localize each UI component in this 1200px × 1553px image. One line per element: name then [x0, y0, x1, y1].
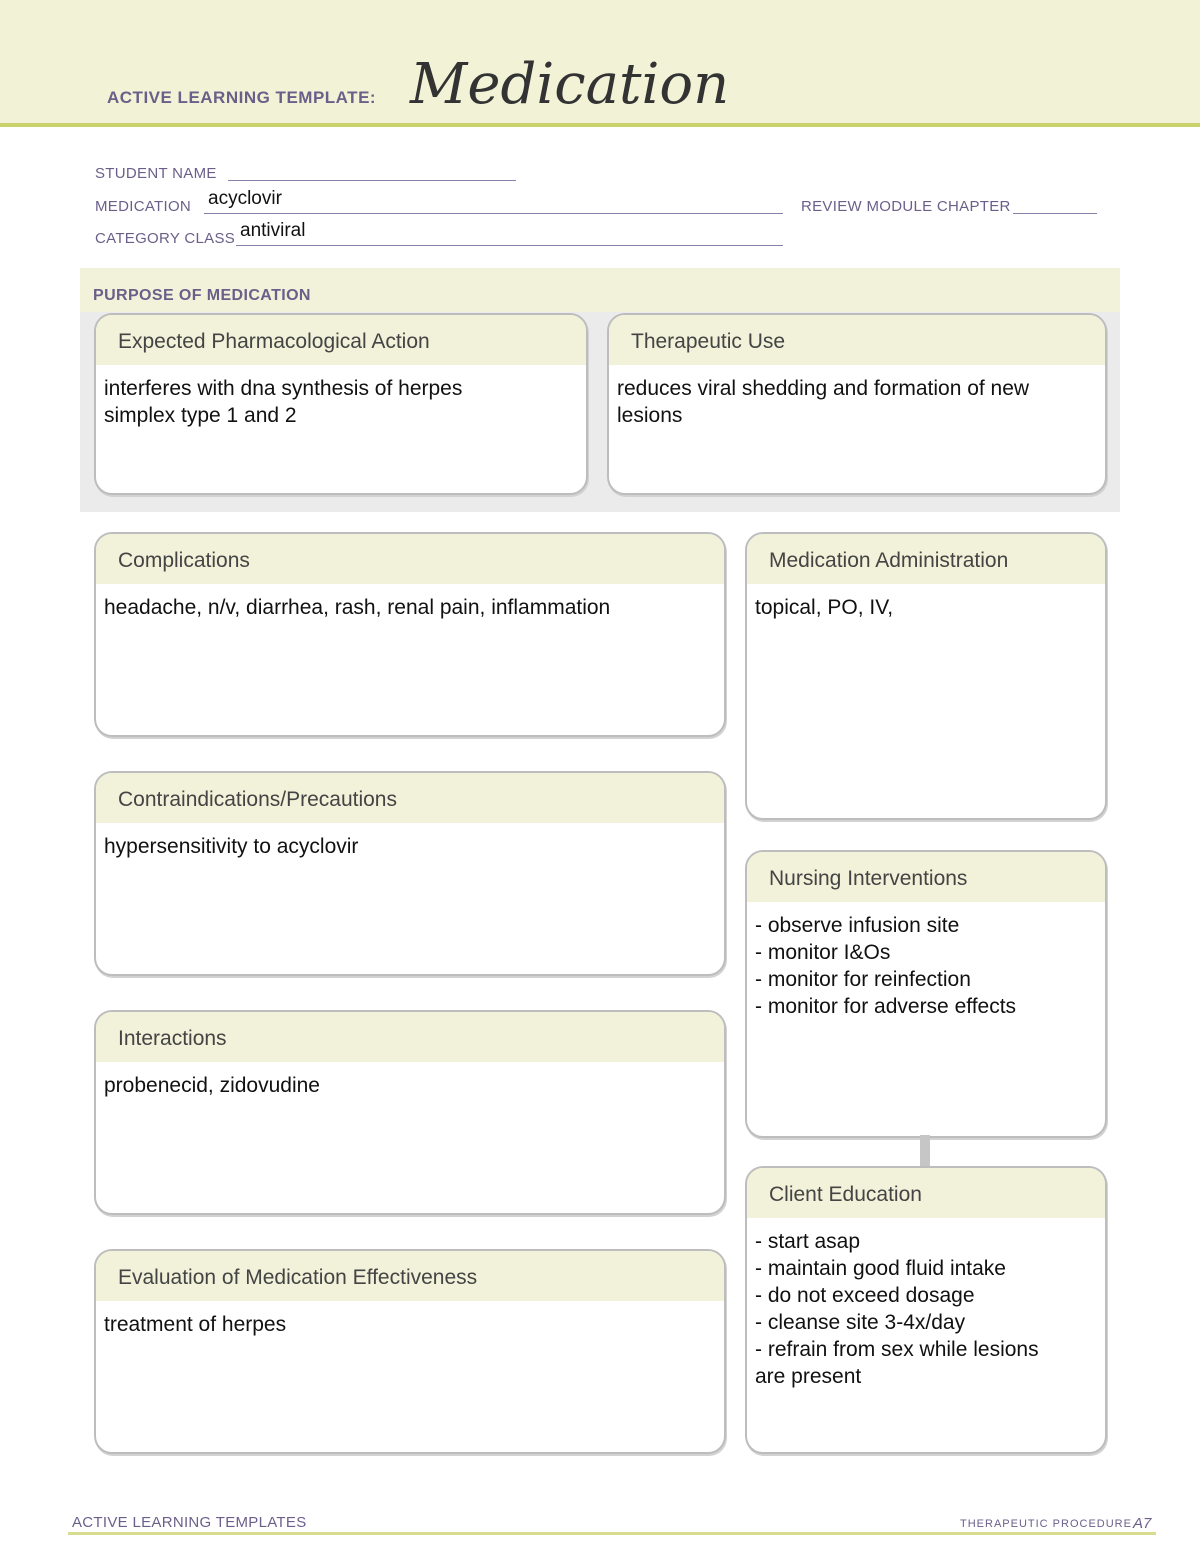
nursing-interventions-card	[745, 850, 1107, 1138]
card-header	[747, 1168, 1105, 1218]
contraindications-card	[94, 771, 726, 976]
header-rule	[0, 123, 1200, 127]
card-title: Complications	[118, 549, 250, 572]
card-title: Client Education	[769, 1183, 922, 1206]
footer-left-text: ACTIVE LEARNING TEMPLATES	[72, 1514, 307, 1531]
category-class-field[interactable]	[236, 245, 783, 246]
page-number: A7	[1133, 1515, 1152, 1532]
card-header	[96, 315, 586, 365]
complications-text[interactable]: headache, n/v, diarrhea, rash, renal pain, inflammation	[104, 596, 611, 619]
footer-rule	[68, 1532, 1156, 1535]
contraindications-text[interactable]: hypersensitivity to acyclovir	[104, 835, 359, 858]
category-class-value: antiviral	[240, 220, 306, 241]
card-header	[747, 852, 1105, 902]
card-header	[96, 534, 724, 584]
card-title: Evaluation of Medication Effectiveness	[118, 1266, 478, 1289]
card-header	[96, 1251, 724, 1301]
therapeutic-use-text[interactable]: reduces viral shedding and formation of new lesions	[617, 377, 1030, 427]
card-title: Medication Administration	[769, 549, 1009, 572]
expected-action-text[interactable]: interferes with dna synthesis of herpes simplex type 1 and 2	[104, 377, 463, 427]
card-header	[747, 534, 1105, 584]
card-title: Nursing Interventions	[769, 867, 968, 890]
expected-action-card	[94, 313, 588, 495]
card-title: Interactions	[118, 1027, 227, 1050]
evaluation-text[interactable]: treatment of herpes	[104, 1313, 287, 1336]
evaluation-card	[94, 1249, 726, 1454]
medication-value: acyclovir	[208, 188, 282, 209]
card-title: Therapeutic Use	[631, 330, 786, 353]
complications-card	[94, 532, 726, 737]
purpose-title: PURPOSE OF MEDICATION	[93, 287, 311, 304]
category-class-label: CATEGORY CLASS	[95, 230, 236, 247]
template-label: ACTIVE LEARNING TEMPLATE:	[107, 88, 377, 107]
interactions-card	[94, 1010, 726, 1215]
footer-right-text: THERAPEUTIC PROCEDURE	[960, 1518, 1132, 1530]
student-name-field[interactable]	[228, 180, 516, 181]
client-education-text[interactable]: - start asap - maintain good fluid intake - do not exceed dosage - cleanse site 3-4x/day - refrain from sex while lesions are present	[755, 1230, 1039, 1388]
card-header	[96, 773, 724, 823]
medication-label: MEDICATION	[95, 198, 192, 215]
student-name-label: STUDENT NAME	[95, 165, 217, 182]
nursing-interventions-text[interactable]: - observe infusion site - monitor I&Os - monitor for reinfection - monitor for adverse effects	[755, 914, 1017, 1018]
therapeutic-use-card	[607, 313, 1107, 495]
section-connector	[920, 1135, 930, 1167]
card-title: Expected Pharmacological Action	[118, 330, 430, 353]
card-header	[96, 1012, 724, 1062]
administration-card	[745, 532, 1107, 820]
card-title: Contraindications/Precautions	[118, 788, 397, 811]
administration-text[interactable]: topical, PO, IV,	[755, 596, 894, 619]
review-module-field[interactable]	[1013, 213, 1097, 214]
card-header	[609, 315, 1105, 365]
page-title: Medication	[410, 52, 730, 117]
interactions-text[interactable]: probenecid, zidovudine	[104, 1074, 320, 1097]
client-education-card	[745, 1166, 1107, 1454]
review-module-label: REVIEW MODULE CHAPTER	[801, 198, 1011, 215]
medication-field[interactable]	[204, 213, 783, 214]
